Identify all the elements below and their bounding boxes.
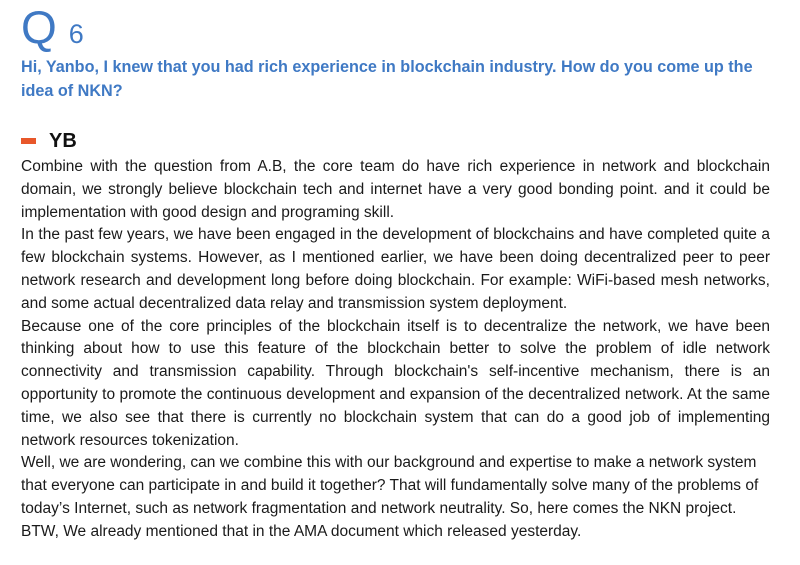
question-text: Hi, Yanbo, I knew that you had rich experience in blockchain industry. How do you come up the idea of NKN? [21,58,753,100]
question-number: 6 [68,19,84,49]
answer-paragraph: BTW, We already mentioned that in the AMA document which released yesterday. [21,522,582,540]
dash-icon [21,138,36,144]
answer-heading [21,128,77,154]
speaker-name: YB [49,130,77,152]
question-letter: Q [21,1,57,53]
answer-paragraph: Because one of the core principles of the blockchain itself is to decentralize the network, we have been thinking about how to use this feature of the blockchain better to solve the problem of idle network connectivity and transmission capability. Through blockchain's self-incentive mechanism, there is an opportunity to promote the continuous development and expansion of the decentralized network. At the same time, we also see that there is currently no blockchain system that can do a good job of implementing network resources tokenization. [21,317,770,449]
answer-body [21,156,770,544]
answer-paragraph: Combine with the question from A.B, the core team do have rich experience in network and blockchain domain, we strongly believe blockchain tech and internet have a very good bonding point. and it could be implementation with good design and programing skill. [21,158,770,221]
answer-paragraph: In the past few years, we have been engaged in the development of blockchains and have completed quite a few blockchain systems. However, as I mentioned earlier, we have been doing decentralized peer to peer network research and development long before doing blockchain. For example: WiFi-based mesh networks, and some actual decentralized data relay and transmission system deployment. [21,226,770,312]
question-heading [21,1,84,53]
answer-paragraph: Well, we are wondering, can we combine this with our background and expertise to make a network system that everyone can participate in and build it together? That will fundamentally solve many of the problems of today’s Internet, such as network fragmentation and network neutrality. So, here comes the NKN project. [21,454,759,517]
